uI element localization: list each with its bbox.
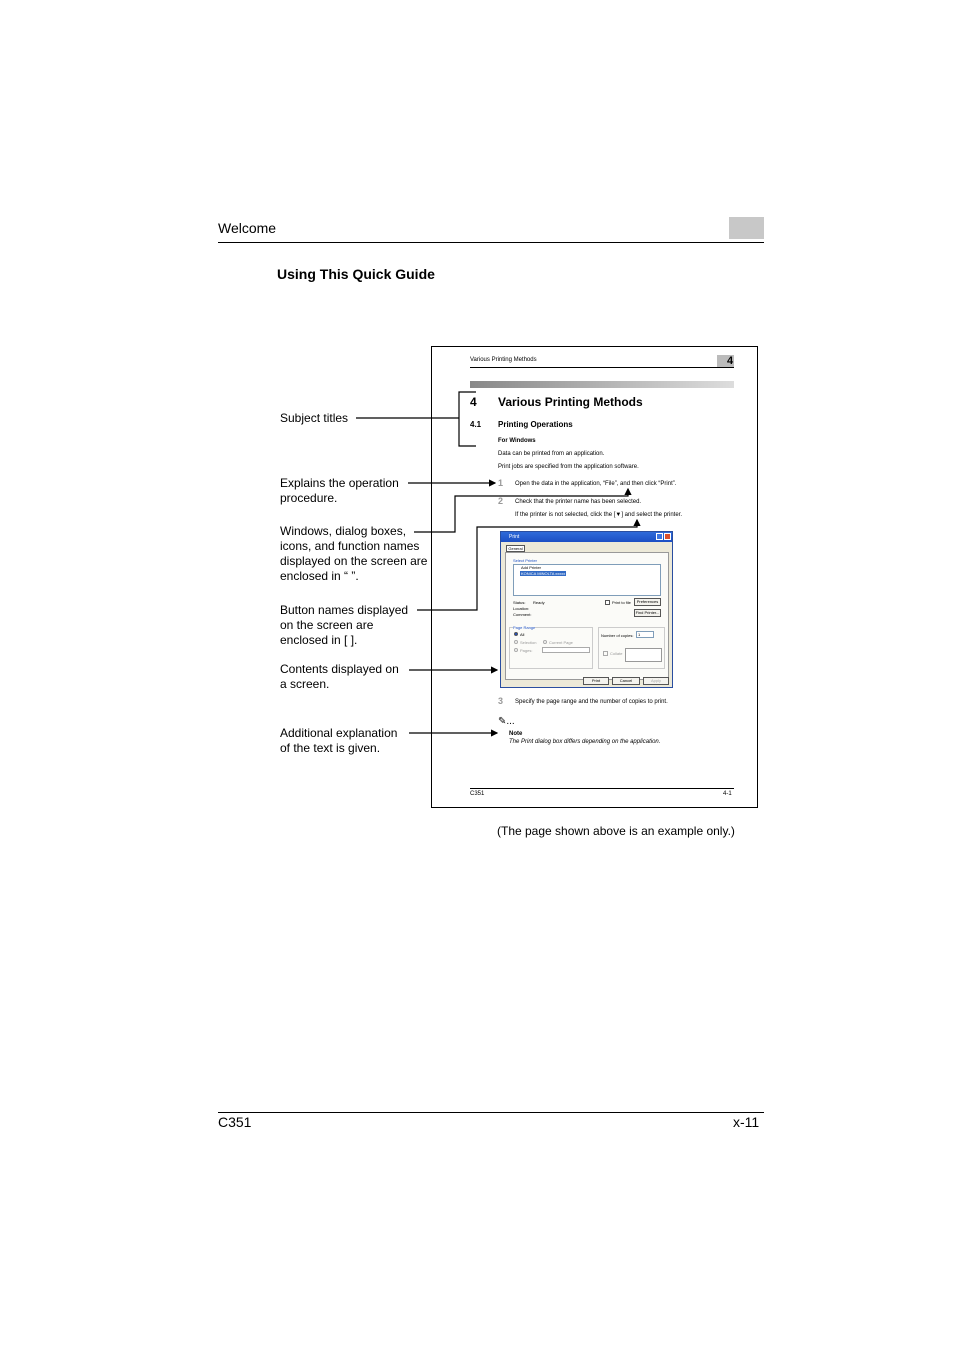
- dialog-help-icon: [656, 533, 663, 540]
- sample-note-icon: ✎...: [498, 716, 515, 727]
- footer-page-number: x-11: [733, 1114, 760, 1130]
- sample-step3-num: 3: [498, 696, 504, 706]
- dialog-status-label: Status:: [513, 600, 526, 605]
- dialog-add-printer: Add Printer: [521, 565, 542, 570]
- sample-header-rule: [470, 367, 734, 368]
- sample-footer-left: C351: [470, 791, 485, 797]
- section-title: Using This Quick Guide: [277, 266, 435, 282]
- dialog-collate-checkbox: [603, 651, 608, 656]
- dialog-pages: Pages:: [520, 648, 533, 653]
- sample-step2-sub: If the printer is not selected, click the [▼] and select the printer.: [515, 512, 683, 518]
- dialog-current-page: Current Page: [549, 640, 573, 645]
- dialog-preferences-button: Preferences: [634, 598, 661, 606]
- sample-h2-num: 4.1: [470, 420, 482, 429]
- sample-header-text: Various Printing Methods: [470, 357, 537, 363]
- callout-subject-titles: Subject titles: [280, 411, 349, 425]
- dialog-pages-radio: [514, 648, 518, 652]
- sample-h1-text: Various Printing Methods: [498, 395, 643, 409]
- sample-step2-text: Check that the printer name has been selected.: [515, 499, 642, 505]
- dialog-close-icon: [664, 533, 671, 540]
- sample-step1-text: Open the data in the application, “File”, and then click “Print”.: [515, 481, 677, 487]
- dialog-selection-radio: [514, 640, 518, 644]
- dialog-apply-button: Apply: [643, 677, 669, 685]
- sample-h2-text: Printing Operations: [498, 420, 573, 429]
- dialog-collate-icon: [625, 648, 662, 662]
- dialog-number-of-copies: Number of copies:: [601, 633, 634, 638]
- sample-step3-text: Specify the page range and the number of copies to print.: [515, 699, 668, 705]
- callout-screen-contents: Contents displayed on a screen.: [280, 662, 399, 691]
- dialog-comment-label: Comment:: [513, 612, 532, 617]
- sample-line1: Data can be printed from an application.: [498, 451, 605, 457]
- sample-footer-right: 4-1: [723, 791, 732, 797]
- dialog-cancel-button: Cancel: [612, 677, 640, 685]
- dialog-status-value: Ready: [533, 600, 545, 605]
- dialog-copies-input: 1: [636, 631, 654, 638]
- dialog-page-range: Page Range: [513, 625, 536, 630]
- dialog-print-to-file: Print to file: [612, 600, 631, 605]
- header-title: Welcome: [218, 220, 277, 236]
- dialog-select-printer: Select Printer: [513, 558, 538, 563]
- dialog-all-radio: [514, 632, 518, 636]
- sample-footer-rule: [470, 788, 734, 789]
- dialog-print-button: Print: [583, 677, 609, 685]
- example-caption: (The page shown above is an example only.): [497, 824, 735, 838]
- sample-step1-num: 1: [498, 478, 504, 488]
- callout-screen-names: Windows, dialog boxes, icons, and function names displayed on the screen are enclosed in “ ”.: [280, 524, 428, 583]
- footer-rule: [218, 1112, 764, 1113]
- dialog-selection: Selection: [520, 640, 537, 645]
- dialog-titlebar: [501, 532, 672, 542]
- sample-line2: Print jobs are specified from the application software.: [498, 464, 639, 470]
- callout-additional-explanation: Additional explanation of the text is given.: [280, 726, 398, 755]
- dialog-find-printer-button: Find Printer...: [635, 610, 660, 615]
- sample-note-text: The Print dialog box differs depending on the application.: [509, 739, 661, 745]
- sample-subhead: For Windows: [498, 438, 536, 444]
- dialog-pages-input: [542, 647, 590, 653]
- sample-step2-num: 2: [498, 496, 504, 506]
- dialog-all: All: [520, 632, 525, 637]
- dialog-collate: Collate: [610, 651, 623, 656]
- footer-model: C351: [218, 1114, 252, 1130]
- sample-chapter-num: 4: [727, 355, 734, 367]
- callout-operation-procedure: Explains the operation procedure.: [280, 476, 399, 505]
- dialog-printer-name: KONICA MINOLTA xxxxx: [521, 571, 566, 576]
- sample-print-dialog: [500, 531, 673, 688]
- sample-note-label: Note: [509, 731, 523, 737]
- dialog-tab-general: General: [506, 545, 525, 552]
- dialog-print-to-file-checkbox: [605, 600, 610, 605]
- dialog-location-label: Location:: [513, 606, 530, 611]
- sample-h1-num: 4: [470, 395, 477, 409]
- dialog-title: Print: [509, 534, 520, 540]
- callout-button-names: Button names displayed on the screen are enclosed in [ ].: [280, 603, 409, 647]
- dialog-current-page-radio: [543, 640, 547, 644]
- sample-gradient-bar: [470, 381, 734, 388]
